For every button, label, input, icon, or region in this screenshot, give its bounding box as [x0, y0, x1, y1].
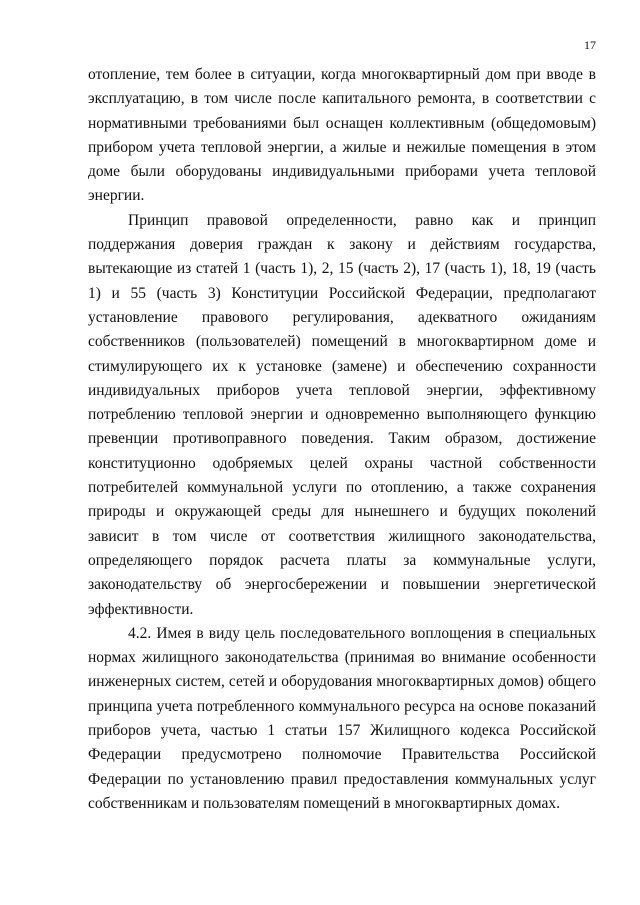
paragraph-continuation: отопление, тем более в ситуации, когда многоквартирный дом при вводе в эксплуатацию, в том числе после капитального ремонта, в соответствии с нормативными требованиями был оснащен коллективным (общедомовым) прибором учета тепловой энергии, а жилые и нежилые помещения в этом доме были оборудованы индивидуальными приборами учета тепловой энергии.: [88, 66, 596, 205]
page-number: 17: [584, 38, 596, 52]
paragraph-section-4-2: 4.2. Имея в виду цель последовательного воплощения в специальных нормах жилищного законодательства (принимая во внимание особенности инженерных систем, сетей и оборудования многоквартирных домов) общего принципа учета потребленного коммунального ресурса на основе показаний приборов учета, частью 1 статьи 157 Жилищного кодекса Российской Федерации предусмотрено полномочие Правительства Российской Федерации по установлению правил предоставления коммунальных услуг собственникам и пользователям помещений в многоквартирных домах.: [88, 624, 596, 812]
document-body: [88, 63, 596, 816]
paragraph-legal-certainty: Принцип правовой определенности, равно как и принцип поддержания доверия граждан к закону и действиям государства, вытекающие из статей 1 (часть 1), 2, 15 (часть 2), 17 (часть 1), 18, 19 (часть 1) и 55 (часть 3) Конституции Российской Федерации, предполагают установление правового регулирования, адекватного ожиданиям собственников (пользователей) помещений в многоквартирном доме и стимулирующего их к установке (замене) и обеспечению сохранности индивидуальных приборов учета тепловой энергии, эффективному потреблению тепловой энергии и одновременно выполняющего функцию превенции противоправного поведения. Таким образом, достижение конституционно одобряемых целей охраны частной собственности потребителей коммунальной услуги по отоплению, а также сохранения природы и окружающей среды для нынешнего и будущих поколений зависит в том числе от соответствия жилищного законодательства, определяющего порядок расчета платы за коммунальные услуги, законодательству об энергосбережении и повышении энергетической эффективности.: [88, 211, 596, 618]
